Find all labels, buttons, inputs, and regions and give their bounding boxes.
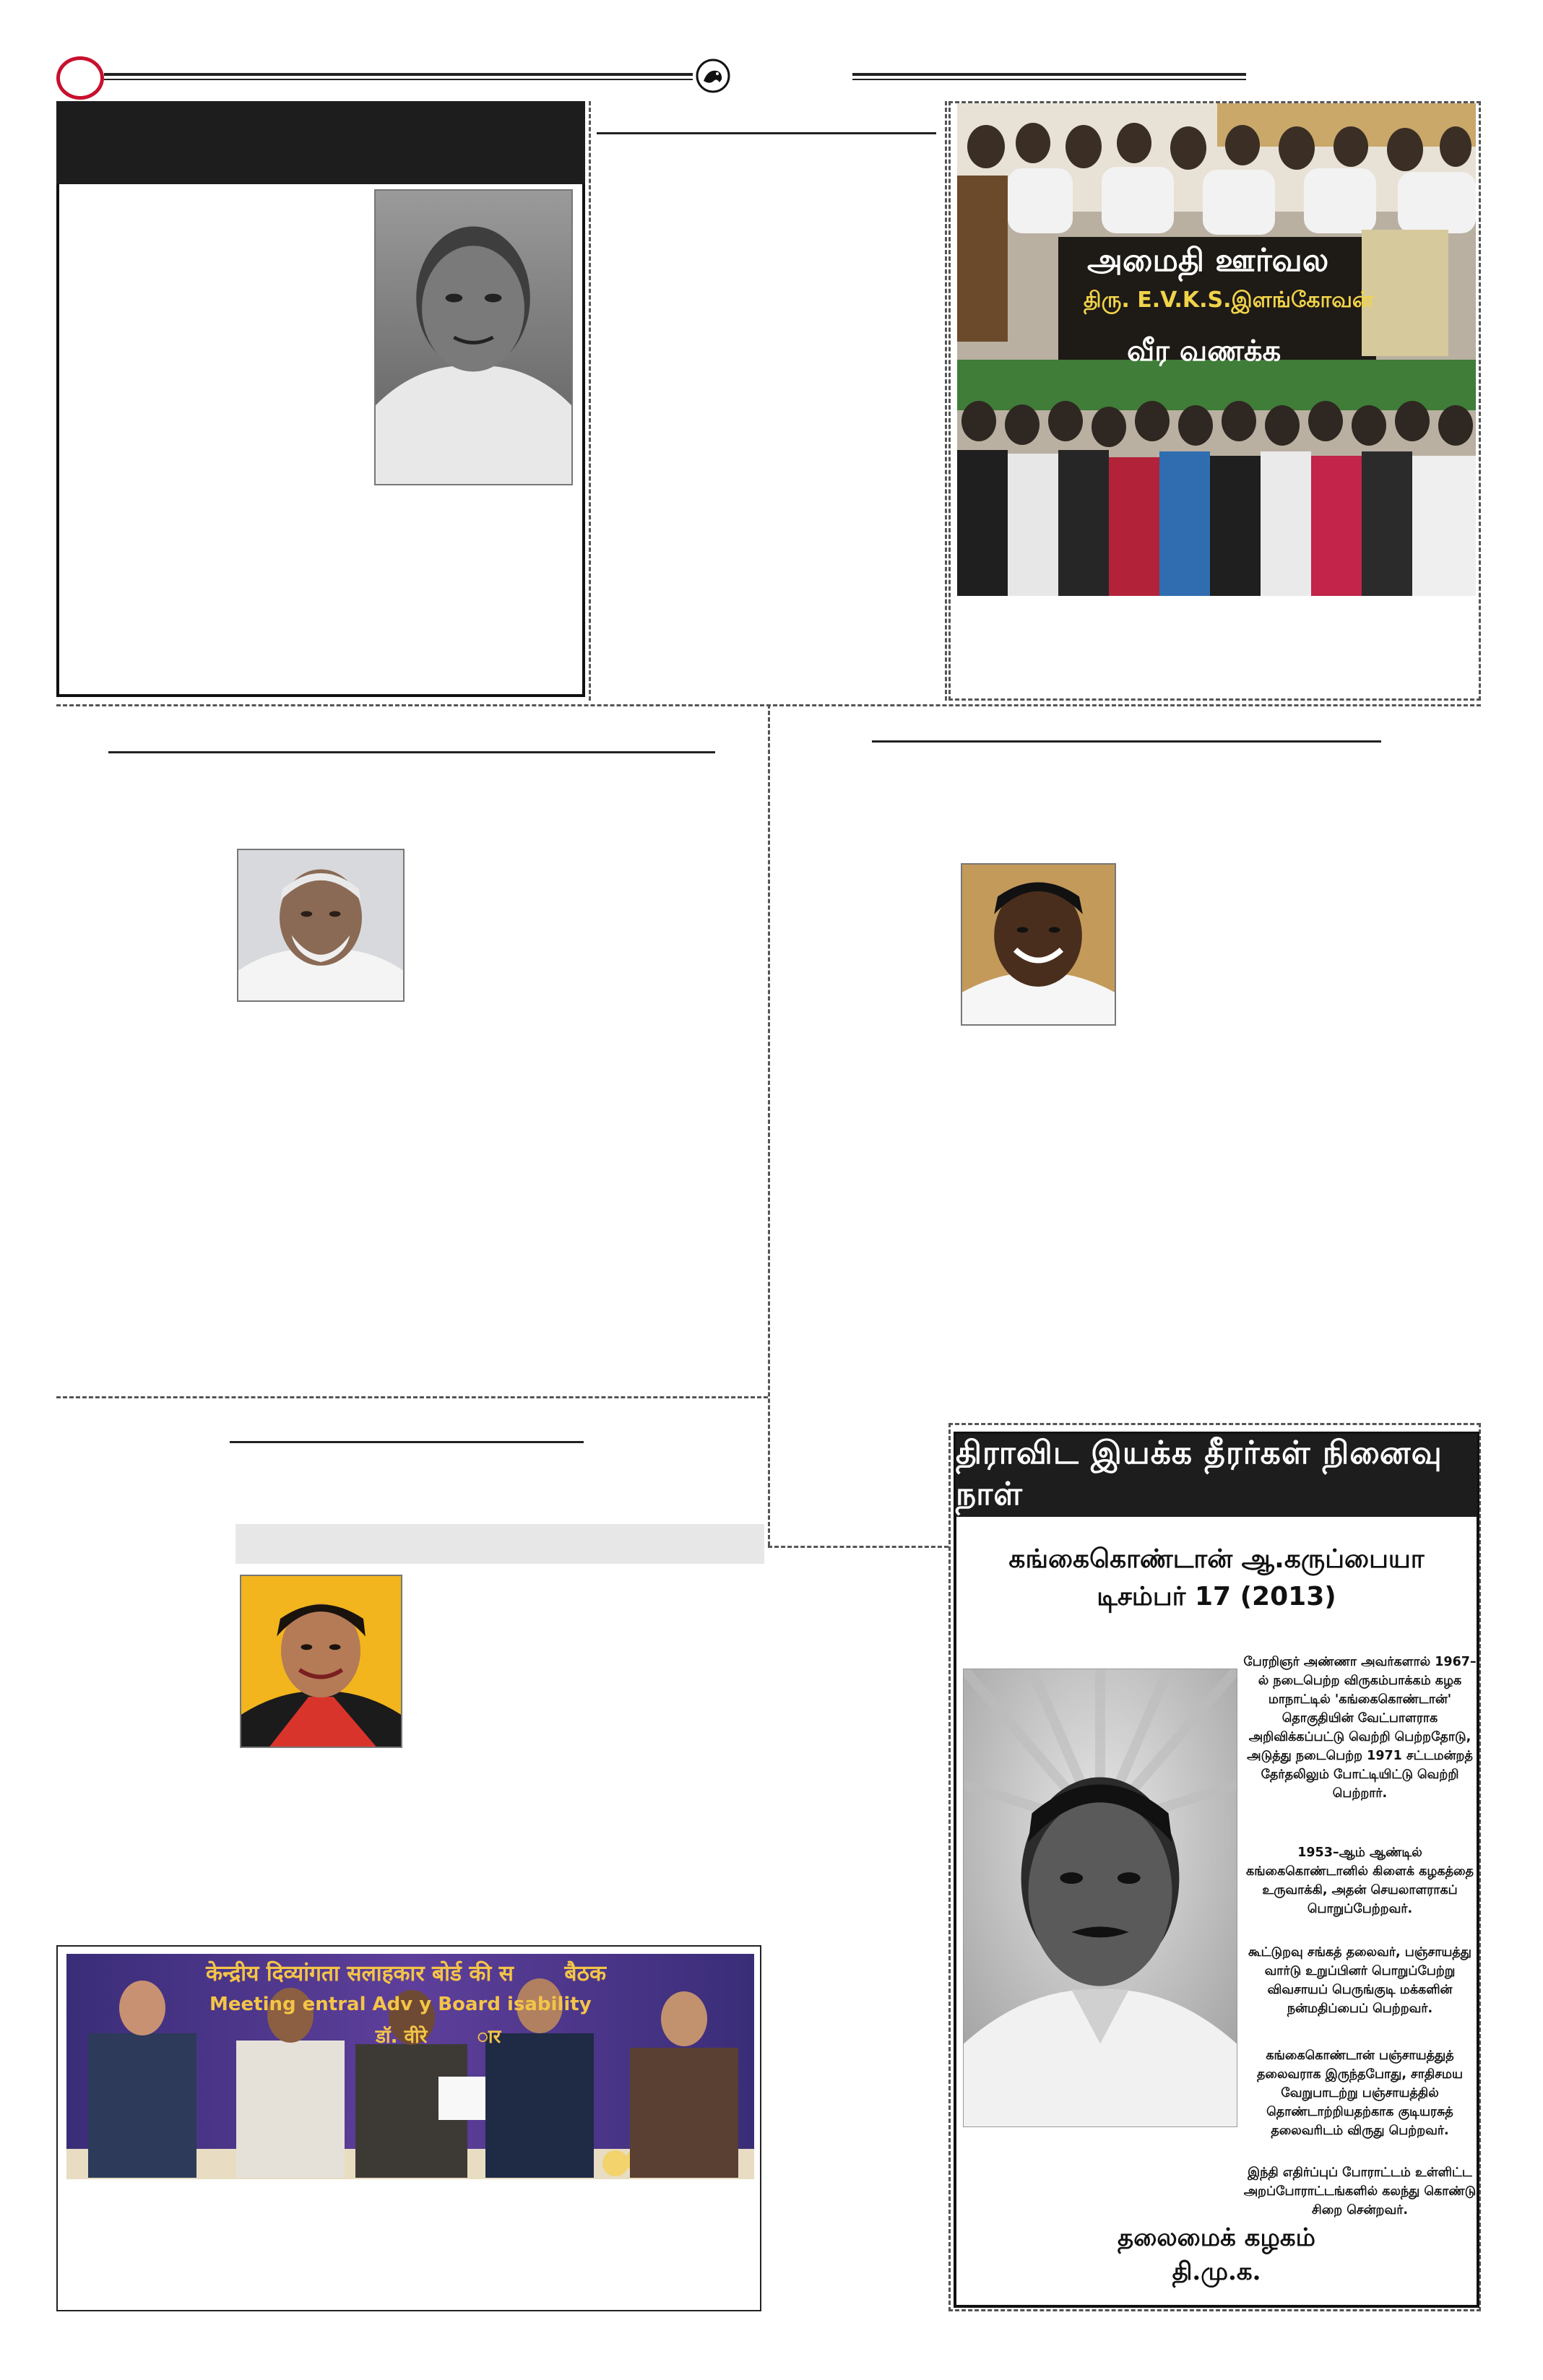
rally-banner-line2: திரு. E.V.K.S.இளங்கோவன்	[1084, 287, 1374, 313]
event-banner-name-end: ार	[477, 2026, 501, 2048]
page-number-circle	[56, 56, 104, 100]
event-banner-hindi-end: बैठक	[564, 1961, 607, 1986]
headline-rule-lower-left	[230, 1441, 584, 1443]
headline-rule-middle-left	[108, 751, 715, 753]
event-banner-english: Meeting entral Adv y Board isability	[209, 1994, 592, 2015]
tribute-paragraph-4: கங்கைகொண்டான் பஞ்சாயத்துத் தலைவராக இருந்தபோது, சாதிசமய வேறுபாடற்று பஞ்சாயத்தில் தொண்டாற்றியதற்காக குடியரசுத் தலைவரிடம் விருது பெற்றவர்.	[1256, 2048, 1464, 2138]
tribute-date: டிசம்பர் 17 (2013)	[1097, 1582, 1336, 1611]
tribute-portrait-photo	[963, 1669, 1237, 2127]
boxed-article-header-band	[56, 101, 585, 184]
masthead-rule-right-thin	[852, 79, 1246, 80]
masthead-rule-left-thin	[104, 79, 693, 80]
column-divider-top-left	[589, 101, 591, 701]
connector-divider	[768, 1546, 948, 1548]
rising-sun-emblem-icon	[695, 58, 731, 94]
tribute-paragraph-3: கூட்டுறவு சங்கத் தலைவர், பஞ்சாயத்து வார்டு உறுப்பினர் பொறுப்பேற்று விவசாயப் பெருங்குடி மக்களின் நன்மதிப்பைப் பெற்றவர்.	[1248, 1945, 1471, 2016]
disability-board-meeting-photo	[66, 1954, 754, 2179]
tribute-header: திராவிட இயக்க தீரர்கள் நினைவு நாள்	[956, 1434, 1477, 1517]
masthead-rule-right	[852, 73, 1246, 76]
tribute-paragraph-2: 1953–ஆம் ஆண்டில் கங்கைகொண்டானில் கிளைக் கழகத்தை உருவாக்கி, அதன் செயலாளராகப் பொறுப்பேற்றவர்.	[1246, 1845, 1474, 1916]
tribute-footer-line1: தலைமைக் கழகம்	[1118, 2223, 1315, 2252]
subheading-band	[235, 1524, 764, 1564]
tribute-paragraph-1: பேரறிஞர் அண்ணா அவர்களால் 1967–ல் நடைபெற்ற விருகம்பாக்கம் கழக மாநாட்டில் 'கங்கைகொண்டான்' தொகுதியின் வேட்பாளராக அறிவிக்கப்பட்டு வெற்றி பெற்றதோடு, அடுத்து நடைபெற்ற 1971 சட்டமன்றத் தேர்தலிலும் போட்டியிட்டு வெற்றி பெற்றார்.	[1243, 1655, 1477, 1801]
tribute-paragraph-5: இந்தி எதிர்ப்புப் போராட்டம் உள்ளிட்ட அறப்போராட்டங்களில் கலந்து கொண்டு சிறை சென்றவர்.	[1243, 2165, 1477, 2217]
event-banner-name	[376, 2022, 501, 2048]
event-banner-name-start: डॉ. वीरे	[376, 2026, 428, 2048]
tribute-footer-line2: தி.மு.க.	[1172, 2257, 1261, 2286]
headline-rule-middle-right	[872, 740, 1381, 743]
rally-banner-line3: வீர வணக்க	[1127, 334, 1281, 368]
column-divider-middle	[768, 704, 770, 1546]
masthead-rule-left	[104, 73, 693, 76]
row-divider-lower-left	[56, 1396, 768, 1398]
portrait-photo-white-beard	[237, 849, 405, 1002]
event-banner-hindi-start: केन्द्रीय दिव्यांगता सलाहकार बोर्ड की स	[206, 1961, 514, 1986]
tribute-person-name: கங்கைகொண்டான் ஆ.கருப்பையா	[1008, 1544, 1425, 1574]
portrait-photo-woman-yellow	[240, 1575, 402, 1748]
headline-rule-top-middle	[597, 132, 936, 134]
column-divider-top-right	[945, 101, 947, 701]
portrait-photo-elder-leader	[374, 189, 573, 485]
rally-banner-line1: அமைதி ஊர்வல	[1087, 242, 1329, 279]
event-banner-hindi	[206, 1957, 606, 1987]
portrait-photo-smiling-man	[961, 863, 1116, 1026]
